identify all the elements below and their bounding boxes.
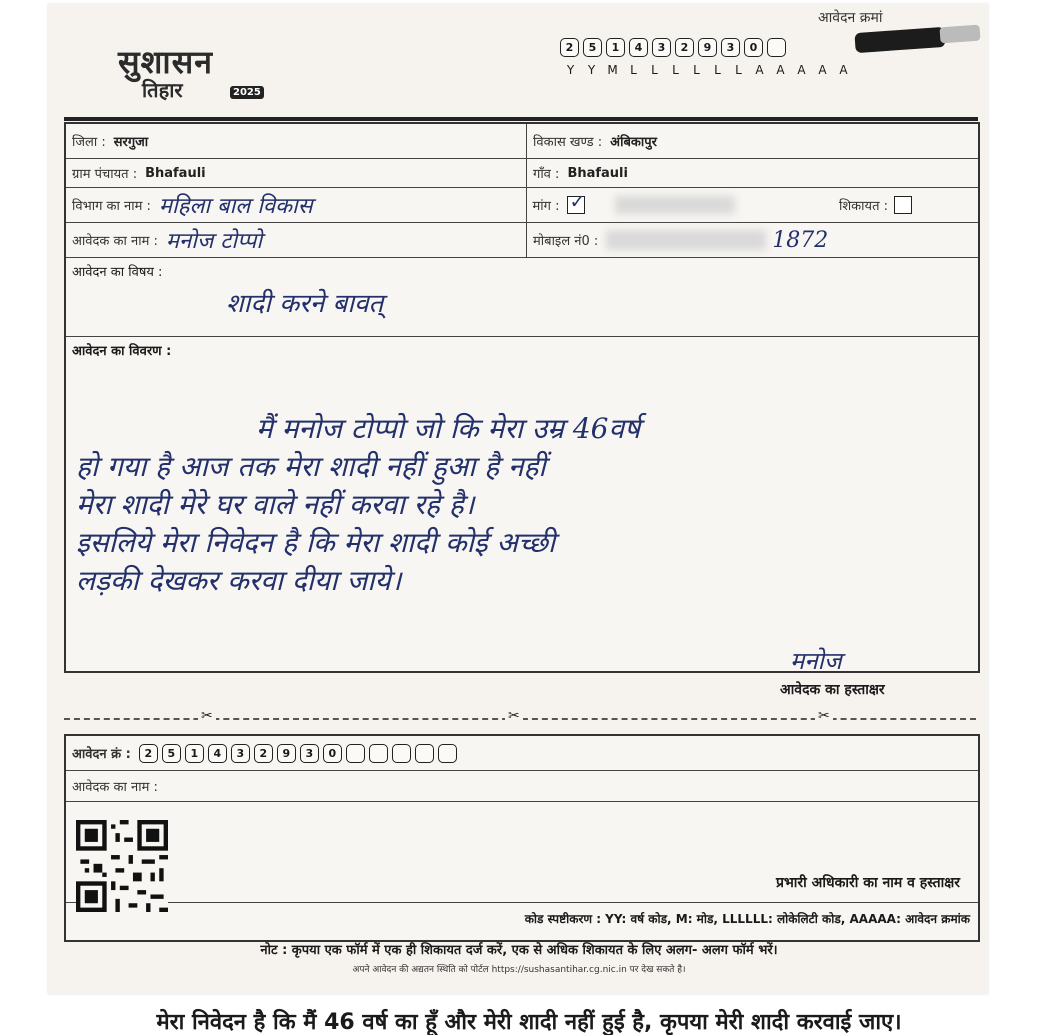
digit-box: 9 bbox=[698, 38, 717, 57]
digit-box-empty bbox=[392, 744, 411, 763]
digit-box: 9 bbox=[277, 744, 296, 763]
applicant-label: आवेदक का नाम : bbox=[72, 234, 158, 249]
digit-box: 4 bbox=[629, 38, 648, 57]
digit-box: 5 bbox=[583, 38, 602, 57]
receipt-applicant-label: आवेदक का नाम : bbox=[72, 780, 158, 795]
digit-box: 3 bbox=[231, 744, 250, 763]
detail-text bbox=[76, 410, 956, 600]
digit-box-empty bbox=[767, 38, 786, 57]
subject-value: शादी करने बावत् bbox=[226, 289, 384, 319]
department-row bbox=[66, 188, 978, 223]
panchayat-row bbox=[66, 159, 978, 188]
portal-note: अपने आवेदन की अद्यतन स्थिति को पोर्टल https://sushasantihar.cg.nic.in पर देख सकते है। bbox=[352, 965, 686, 975]
pen-clip bbox=[939, 25, 980, 44]
department-value: महिला बाल विकास bbox=[158, 194, 313, 219]
receipt-number-label: आवेदन क्रं : bbox=[72, 747, 131, 762]
detail-line: हो गया है आज तक मेरा शादी नहीं हुआ है नहीं bbox=[76, 450, 546, 483]
logo-title: सुशासन bbox=[118, 43, 214, 81]
digit-box-empty bbox=[369, 744, 388, 763]
signature-label: आवेदक का हस्ताक्षर bbox=[780, 682, 885, 698]
complaint-checkbox[interactable] bbox=[894, 196, 912, 214]
code-letter: M bbox=[607, 63, 618, 77]
mobile-value: 1872 bbox=[772, 227, 829, 253]
block-cell bbox=[527, 124, 663, 158]
scissor-icon: ✂ bbox=[198, 708, 216, 724]
code-explanation: कोड स्पष्टीकरण : YY: वर्ष कोड, M: मोड, LLLLLL: लोकेलिटी कोड, AAAAA: आवेदन क्रमांक bbox=[524, 911, 970, 926]
code-letter: L bbox=[714, 63, 721, 77]
district-cell bbox=[66, 124, 527, 158]
detail-line: मैं मनोज टोप्पो जो कि मेरा उम्र 46वर्ष bbox=[256, 412, 641, 445]
digit-box-empty bbox=[438, 744, 457, 763]
detail-line: मेरा शादी मेरे घर वाले नहीं करवा रहे है। bbox=[76, 488, 475, 521]
department-label: विभाग का नाम : bbox=[72, 199, 151, 214]
application-number-label: आवेदन क्रमां bbox=[818, 10, 883, 26]
receipt-officer-row bbox=[66, 802, 978, 903]
code-letter: Y bbox=[566, 63, 575, 77]
village-label: गाँव : bbox=[533, 167, 560, 182]
digit-box: 2 bbox=[675, 38, 694, 57]
district-label: जिला : bbox=[72, 135, 106, 150]
code-letter-row bbox=[560, 63, 854, 77]
code-letter: A bbox=[755, 63, 764, 77]
digit-box: 3 bbox=[300, 744, 319, 763]
panchayat-label: ग्राम पंचायत : bbox=[72, 167, 138, 182]
digit-box: 0 bbox=[744, 38, 763, 57]
code-letter: L bbox=[672, 63, 679, 77]
subject-label: आवेदन का विषय : bbox=[72, 265, 163, 280]
code-letter: L bbox=[630, 63, 637, 77]
receipt-number-boxes bbox=[139, 744, 457, 763]
department-cell bbox=[66, 188, 527, 222]
village-cell bbox=[527, 159, 634, 187]
scissor-icon: ✂ bbox=[815, 708, 833, 724]
complaint-label: शिकायत : bbox=[838, 199, 888, 214]
digit-box: 2 bbox=[560, 38, 579, 57]
block-value: अंबिकापुर bbox=[610, 135, 657, 150]
digit-box: 4 bbox=[208, 744, 227, 763]
demand-checkbox[interactable] bbox=[567, 196, 585, 214]
logo-subtitle: तिहार bbox=[142, 78, 183, 102]
digit-box-empty bbox=[346, 744, 365, 763]
code-letter: L bbox=[693, 63, 700, 77]
redacted-mobile bbox=[606, 230, 766, 250]
code-letter: A bbox=[818, 63, 827, 77]
code-letter: A bbox=[797, 63, 806, 77]
digit-box: 2 bbox=[254, 744, 273, 763]
scissor-icon: ✂ bbox=[505, 708, 523, 724]
subject-row bbox=[66, 258, 978, 337]
officer-signature-label: प्रभारी अधिकारी का नाम व हस्ताक्षर bbox=[776, 875, 960, 891]
applicant-value: मनोज टोप्पो bbox=[165, 229, 263, 254]
district-value: सरगुजा bbox=[113, 135, 149, 150]
digit-box: 2 bbox=[139, 744, 158, 763]
demand-label: मांग : bbox=[532, 199, 560, 214]
receipt-applicant-row bbox=[66, 771, 978, 802]
detail-label: आवेदन का विवरण : bbox=[72, 344, 172, 359]
code-letter: L bbox=[735, 63, 742, 77]
demand-cell bbox=[527, 188, 979, 222]
applicant-cell bbox=[66, 223, 527, 257]
receipt-section bbox=[64, 734, 980, 942]
digit-box: 3 bbox=[652, 38, 671, 57]
village-value: Bhafauli bbox=[567, 165, 628, 181]
mobile-cell bbox=[527, 223, 834, 257]
digit-box: 1 bbox=[185, 744, 204, 763]
qr-code bbox=[76, 820, 168, 912]
digit-box: 5 bbox=[162, 744, 181, 763]
digit-box-empty bbox=[415, 744, 434, 763]
receipt-number-row bbox=[66, 736, 978, 771]
digit-box: 1 bbox=[606, 38, 625, 57]
bottom-caption: मेरा निवेदन है कि मैं 46 वर्ष का हूँ और मेरी शादी नहीं हुई है, कृपया मेरी शादी करवाई जाए। bbox=[156, 1010, 902, 1035]
redacted-area bbox=[615, 196, 735, 214]
detail-line: लड़की देखकर करवा दीया जाये। bbox=[76, 564, 402, 597]
district-row bbox=[66, 124, 978, 159]
code-letter: Y bbox=[587, 63, 596, 77]
logo-year: 2025 bbox=[230, 86, 264, 99]
header-rule bbox=[64, 117, 978, 121]
digit-box: 0 bbox=[323, 744, 342, 763]
applicant-signature: मनोज bbox=[790, 647, 842, 675]
code-letter: L bbox=[651, 63, 658, 77]
block-label: विकास खण्ड : bbox=[533, 135, 603, 150]
detail-line: इसलिये मेरा निवेदन है कि मेरा शादी कोई अच्छी bbox=[76, 526, 556, 559]
application-number-boxes bbox=[560, 38, 786, 57]
panchayat-value: Bhafauli bbox=[145, 165, 206, 181]
panchayat-cell bbox=[66, 159, 527, 187]
code-letter: A bbox=[776, 63, 785, 77]
footer-note: नोट : कृपया एक फॉर्म में एक ही शिकायत दर्ज करें, एक से अधिक शिकायत के लिए अलग- अलग फॉर्म भरें। bbox=[260, 943, 778, 958]
code-letter: A bbox=[839, 63, 848, 77]
applicant-row bbox=[66, 223, 978, 258]
digit-box: 3 bbox=[721, 38, 740, 57]
mobile-label: मोबाइल नं0 : bbox=[533, 234, 599, 249]
